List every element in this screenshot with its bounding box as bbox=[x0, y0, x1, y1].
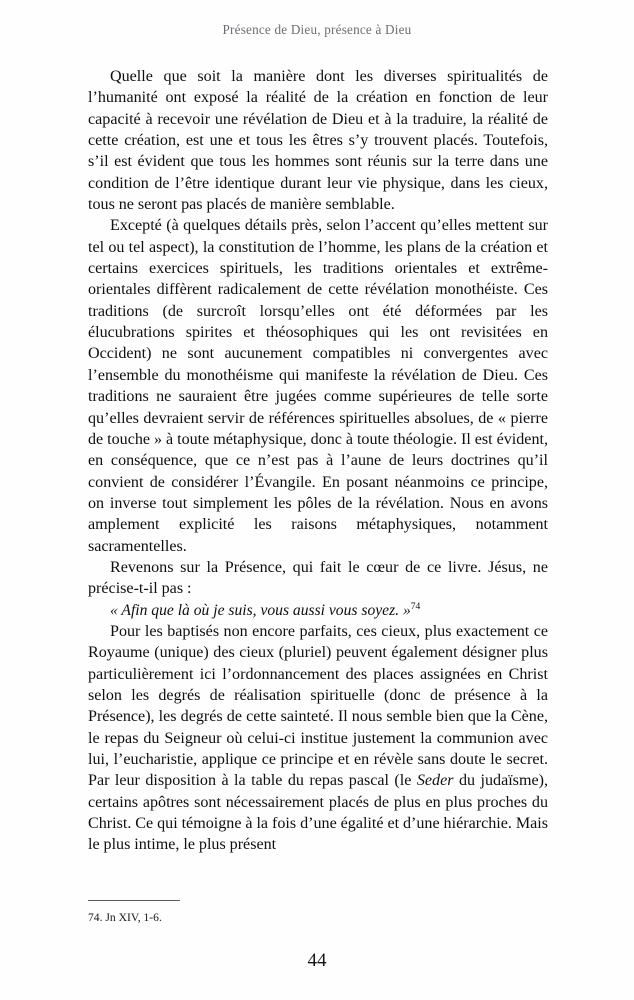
running-head: Présence de Dieu, présence à Dieu bbox=[222, 22, 412, 37]
paragraph-4-part-2: du judaïsme), certains apôtres sont nécessairement placés de plus en plus proches du Christ. Ce qui témoigne à la fois d’une égalité et d’une hiérarchie. Mais le plus intime, le plus présent bbox=[88, 772, 549, 854]
paragraph-2: Excepté (à quelques détails près, selon l’accent qu’elles mettent sur tel ou tel aspect), la constitution de l’homme, les plans de la création et certains exercices spirituels, les traditions orientales et extrême-orientales diffèrent radicalement de cette révélation monothéiste. Ces traditions (de surcroît lorsqu’elles ont été déformées par les élucubrations spirites et théosophiques qui les ont revisitées en Occident) ne sont aucunement compatibles ni convergentes avec l’ensemble du monothéisme qui manifeste la révélation de Dieu. Ces traditions ne sauraient être jugées comme supérieures de telle sorte qu’elles devraient servir de références spirituelles absolues, de « pierre de touche » à toute métaphysique, donc à toute théologie. Il est évident, en conséquence, que ce n’est pas à l’aune de leurs doctrines qu’il convient de considérer l’Évangile. En posant néanmoins ce principe, on inverse tout simplement les pôles de la révélation. Nous en avons amplement explicité les raisons métaphysiques, notamment sacramentelles. bbox=[88, 217, 548, 555]
paragraph-1: Quelle que soit la manière dont les diverses spiritualités de l’humanité ont exposé la réalité de la création en fonction de leur capacité à recevoir une révélation de Dieu et à la traduire, la réalité de cette création, est une et tous les êtres s’y trouvent placés. Toutefois, s’il est évident que tous les hommes sont réunis sur la terre dans une condition de l’être identique durant leur vie physique, dans les cieux, tous ne seront pas placés de manière semblable. bbox=[88, 68, 548, 214]
paragraph-4-part-1: Pour les baptisés non encore parfaits, ces cieux, plus exactement ce Royaume (unique) des cieux (pluriel) peuvent également désigner plus particulièrement ici l’ordonnancement des places assignées en Christ selon les degrés de réalisation spirituelle (donc de présence à la Présence), les degrés de cette sainteté. Il nous semble bien que la Cène, le repas du Seigneur où celui-ci institue justement la communion avec lui, l’eucharistie, applique ce principe et en révèle sans doute le secret. Par leur disposition à la table du repas pascal (le bbox=[88, 622, 548, 790]
scripture-quote bbox=[88, 600, 548, 621]
footnote-area bbox=[88, 900, 548, 925]
italic-term-seder: Seder bbox=[416, 772, 454, 790]
footnote-separator-rule bbox=[88, 900, 180, 901]
paragraph-4 bbox=[88, 621, 548, 856]
page-number: 44 bbox=[307, 950, 327, 971]
footnote-reference-marker: 74 bbox=[410, 600, 421, 612]
footnote-entry: 74. Jn XIV, 1-6. bbox=[88, 911, 162, 924]
paragraph-3: Revenons sur la Présence, qui fait le cœur de ce livre. Jésus, ne précise-t-il pas : bbox=[88, 558, 548, 598]
quote-text: « Afin que là où je suis, vous aussi vous soyez. » bbox=[110, 601, 411, 619]
body-text-block bbox=[88, 66, 548, 856]
